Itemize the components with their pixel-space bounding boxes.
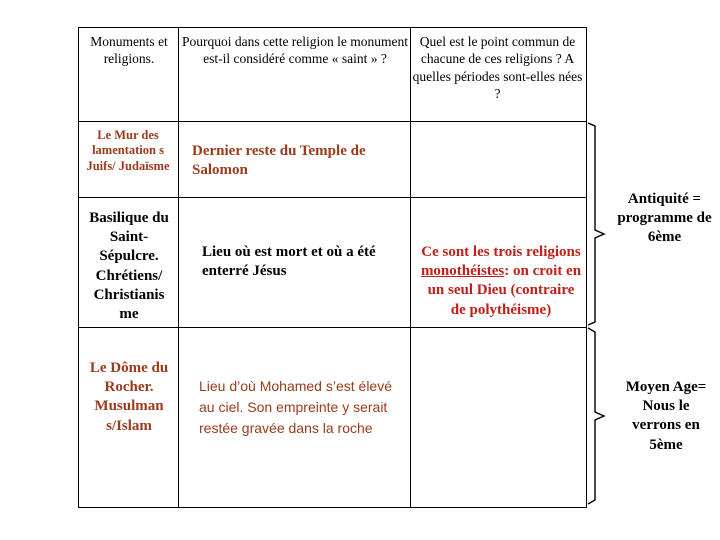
- common-point-monotheist: monothéistes: [420, 263, 505, 280]
- antiquity-brace: [588, 123, 604, 325]
- header-common-point: Quel est le point commun de chacune de ces religions ? A quelles périodes sont-elles nées ?: [412, 34, 583, 101]
- common-point-after: : on croit en un seul Dieu (contraire de polythéisme): [427, 263, 582, 318]
- reason-dome-of-the-rock: Lieu d’où Mohamed s’est élevé au ciel. Son empreinte y serait restée gravée dans la roche: [199, 378, 393, 436]
- common-point-before: Ce sont les trois religions: [421, 244, 581, 260]
- header-monuments: Monuments et religions.: [90, 34, 168, 67]
- monument-dome-of-the-rock: Le Dôme du Rocher. Musulman s/Islam: [89, 360, 169, 434]
- annotation-middle-ages: Moyen Age= Nous le verrons en 5ème: [625, 379, 707, 453]
- annotation-antiquity: Antiquité = programme de 6ème: [617, 191, 712, 246]
- reason-holy-sepulchre: Lieu où est mort et où a été enterré Jésus: [202, 244, 376, 280]
- reason-wailing-wall: Dernier reste du Temple de Salomon: [192, 143, 366, 179]
- monument-holy-sepulchre: Basilique du Saint-Sépulcre. Chrétiens/ Christianis me: [89, 210, 169, 322]
- header-why-holy: Pourquoi dans cette religion le monument est-il considéré comme « saint » ?: [181, 34, 409, 67]
- middle-ages-brace: [588, 328, 604, 504]
- monument-wailing-wall: Le Mur des lamentation s Juifs/ Judaïsme: [86, 128, 170, 173]
